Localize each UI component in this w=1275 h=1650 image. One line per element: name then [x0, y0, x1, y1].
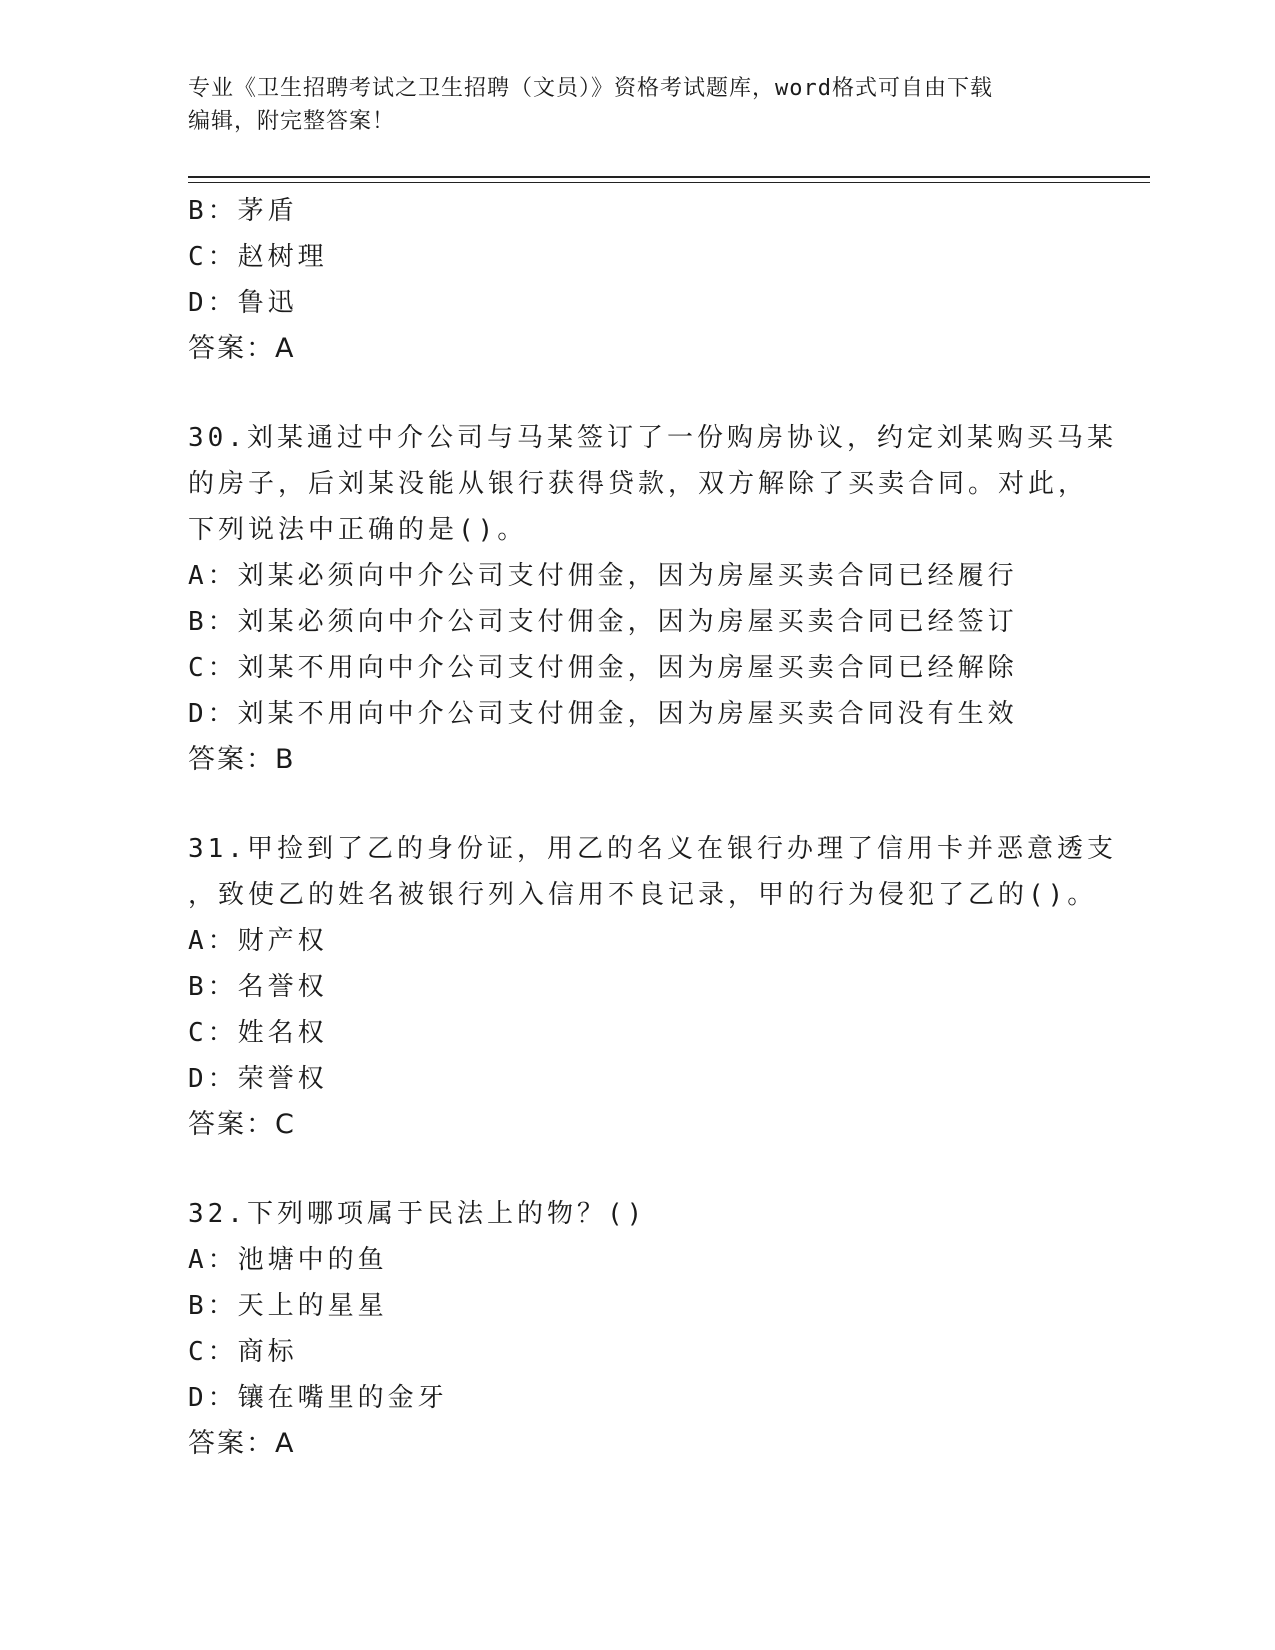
option-a: A：财产权 — [188, 926, 328, 956]
option-d: D：刘某不用向中介公司支付佣金，因为房屋买卖合同没有生效 — [188, 699, 1018, 729]
question-32 — [188, 1191, 1148, 1467]
continued-question — [188, 188, 1148, 372]
header-line-2: 编辑，附完整答案！ — [188, 109, 396, 134]
question-stem-line: 下列说法中正确的是()。 — [188, 515, 528, 545]
header-divider — [188, 176, 1150, 178]
answer-line: 答案：B — [188, 744, 296, 775]
question-31 — [188, 826, 1148, 1148]
answer-line: 答案：A — [188, 1428, 296, 1459]
option-c: C：商标 — [188, 1337, 298, 1367]
spacer — [188, 1148, 1148, 1191]
answer-line: 答案：A — [188, 333, 296, 364]
header-line-1: 专业《卫生招聘考试之卫生招聘（文员）》资格考试题库，word格式可自由下载 — [188, 76, 993, 101]
question-stem-line: 30.刘某通过中介公司与马某签订了一份购房协议，约定刘某购买马某 — [188, 423, 1117, 453]
option-c: C：姓名权 — [188, 1018, 328, 1048]
option-a: A：池塘中的鱼 — [188, 1245, 388, 1275]
option-c: C：赵树理 — [188, 242, 328, 272]
question-stem-line: ，致使乙的姓名被银行列入信用不良记录，甲的行为侵犯了乙的()。 — [188, 880, 1098, 910]
question-stem-line: 32.下列哪项属于民法上的物？() — [188, 1199, 647, 1229]
option-d: D：荣誉权 — [188, 1064, 328, 1094]
header-divider-thin — [188, 182, 1150, 183]
document-header — [188, 72, 1088, 138]
option-d: D：鲁迅 — [188, 288, 298, 318]
spacer — [188, 372, 1148, 415]
question-content — [188, 188, 1148, 1467]
option-c: C：刘某不用向中介公司支付佣金，因为房屋买卖合同已经解除 — [188, 653, 1018, 683]
question-30 — [188, 415, 1148, 783]
answer-line: 答案：C — [188, 1109, 296, 1140]
option-d: D：镶在嘴里的金牙 — [188, 1383, 448, 1413]
option-b: B：刘某必须向中介公司支付佣金，因为房屋买卖合同已经签订 — [188, 607, 1018, 637]
question-stem-line: 31.甲捡到了乙的身份证，用乙的名义在银行办理了信用卡并恶意透支 — [188, 834, 1117, 864]
option-b: B：天上的星星 — [188, 1291, 388, 1321]
spacer — [188, 783, 1148, 826]
question-stem-line: 的房子，后刘某没能从银行获得贷款，双方解除了买卖合同。对此， — [188, 469, 1089, 499]
option-b: B：名誉权 — [188, 972, 328, 1002]
option-b: B：茅盾 — [188, 196, 298, 226]
option-a: A：刘某必须向中介公司支付佣金，因为房屋买卖合同已经履行 — [188, 561, 1018, 591]
